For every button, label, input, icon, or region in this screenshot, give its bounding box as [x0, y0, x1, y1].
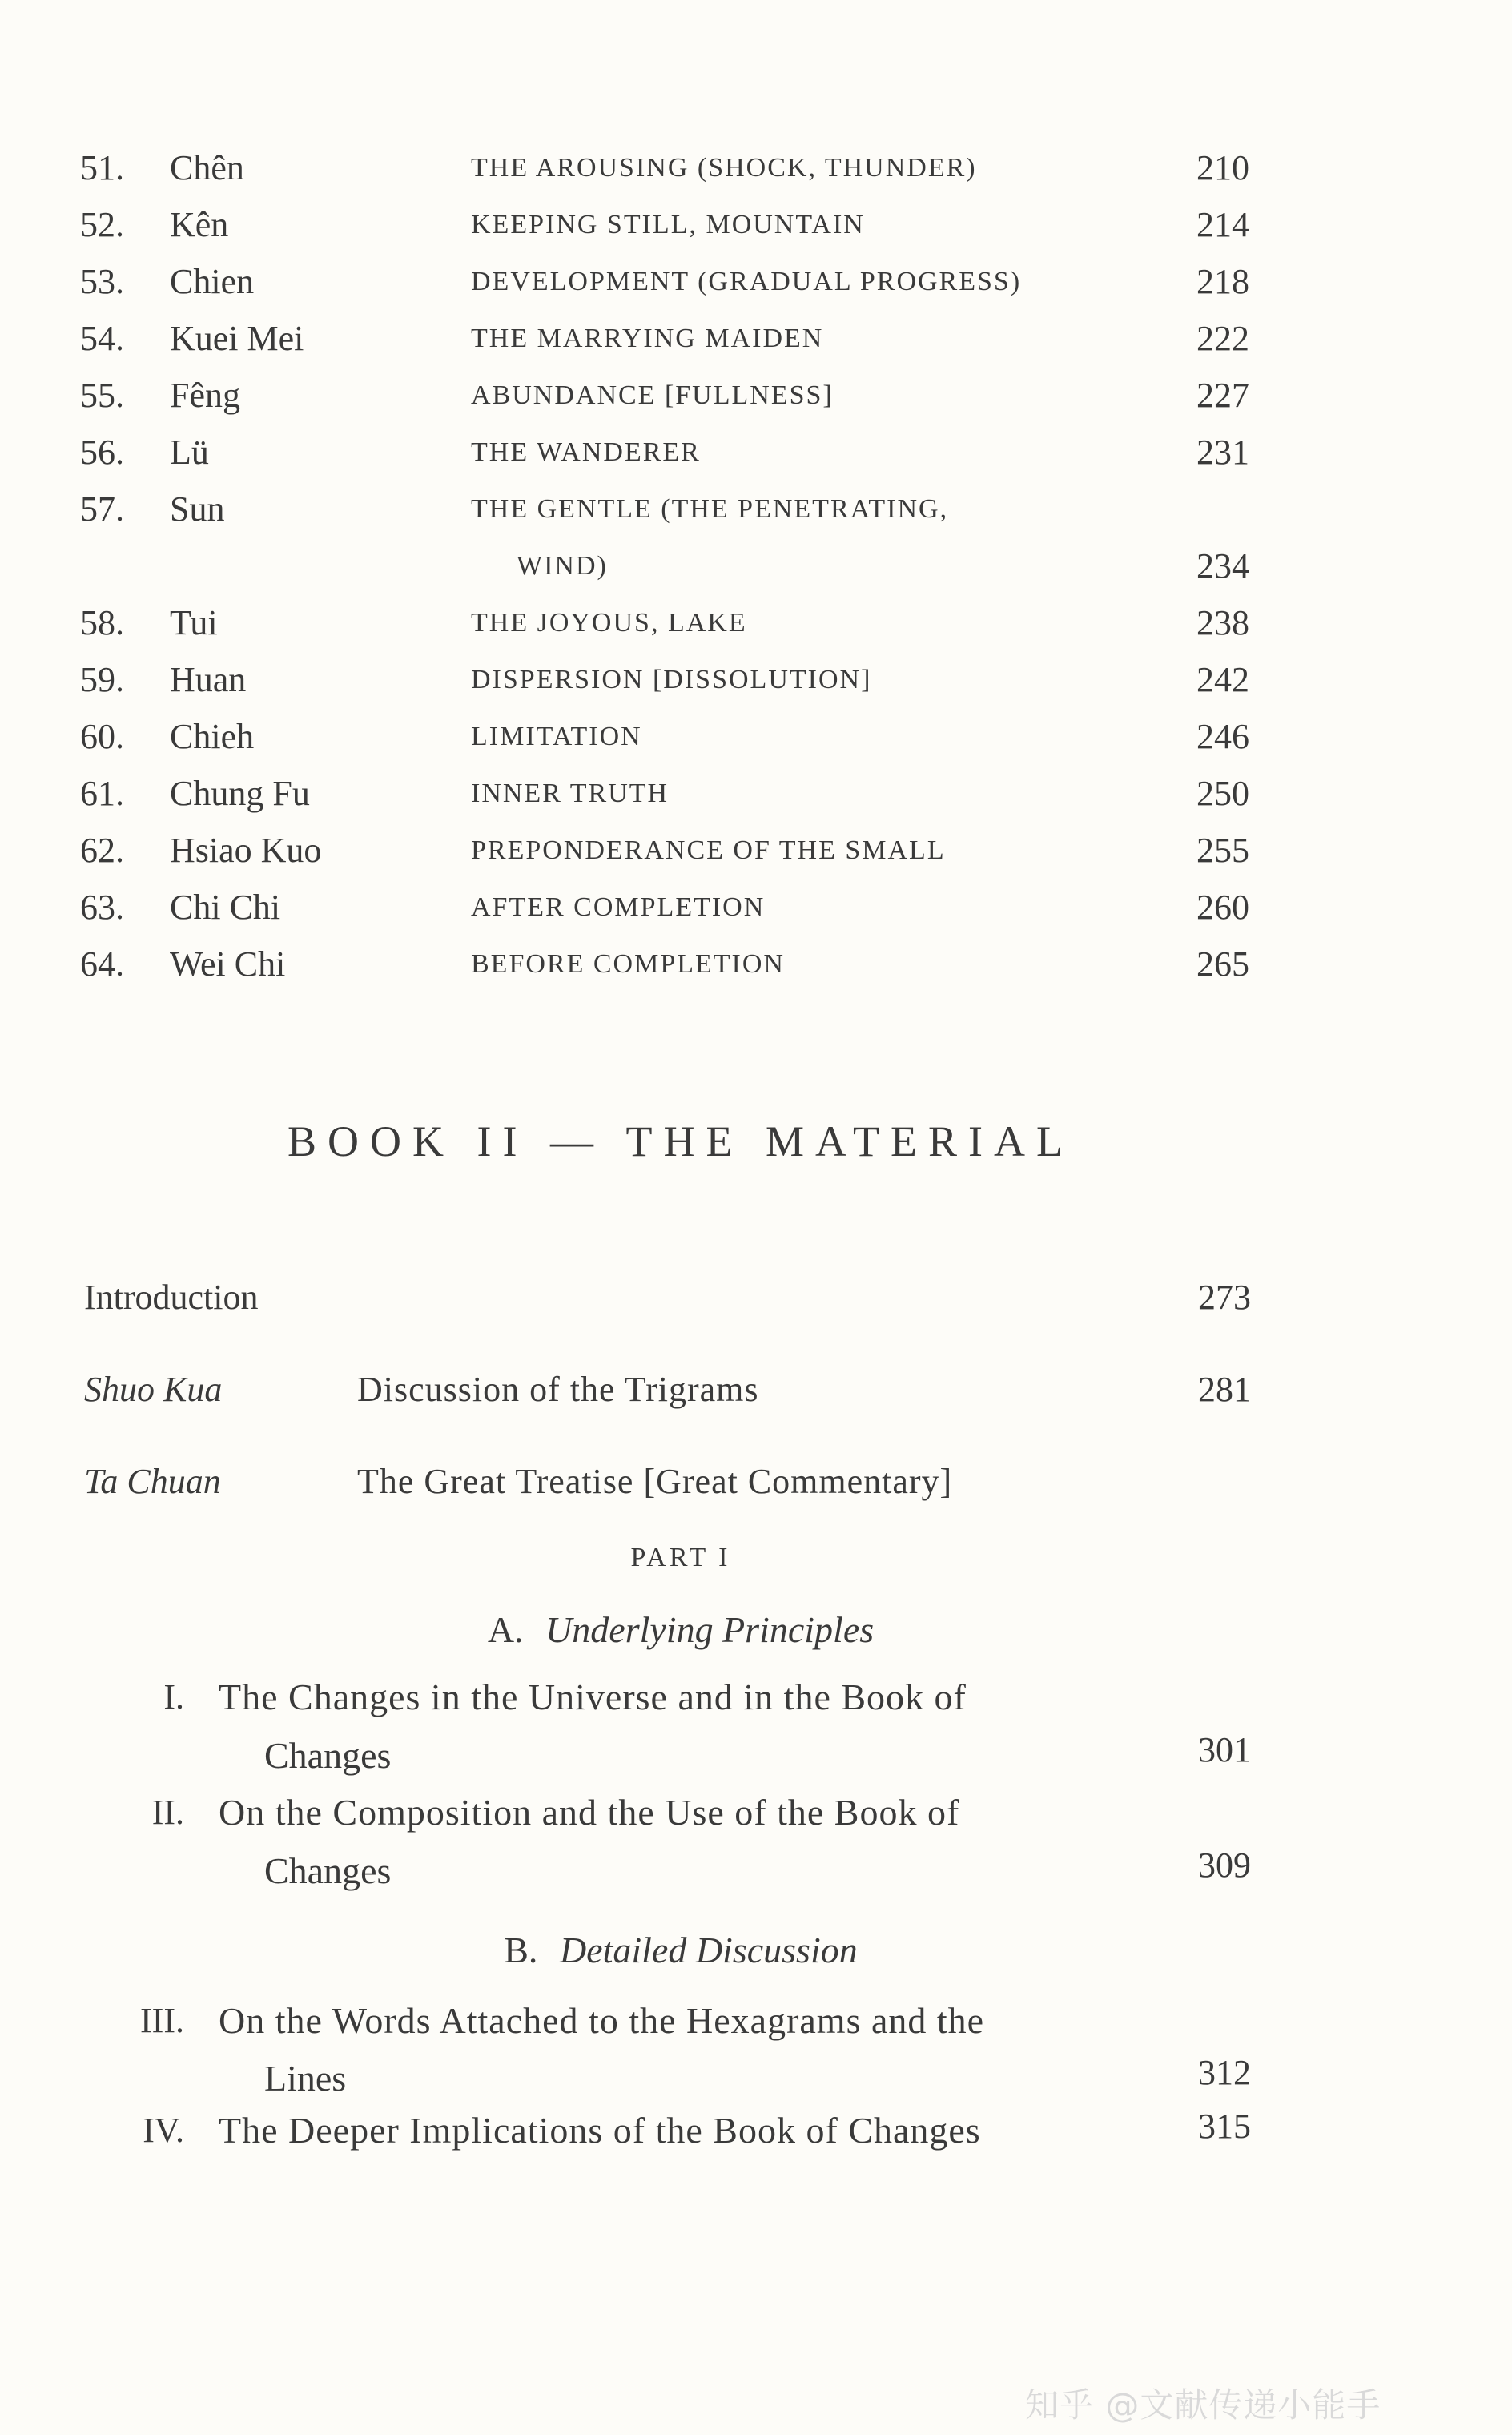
watermark: 知乎 @文献传递小能手 — [1025, 2385, 1381, 2425]
hexagram-row — [0, 368, 1512, 424]
hexagram-name: Tui — [170, 603, 218, 642]
hexagram-title-continued: WIND) — [517, 551, 608, 581]
ta-chuan-label: Ta Chuan — [84, 1462, 221, 1501]
hexagram-row — [0, 709, 1512, 765]
hexagram-number: 63. — [80, 887, 124, 927]
hexagram-page: 238 — [1196, 603, 1249, 642]
hexagram-title: INNER TRUTH — [471, 779, 670, 808]
entry-number: I. — [163, 1677, 184, 1717]
entry-line: The Changes in the Universe and in the Book of — [219, 1676, 967, 1717]
entry-page: 309 — [1198, 1845, 1251, 1885]
entry-line-continued: Changes — [264, 1735, 392, 1776]
hexagram-page: 246 — [1196, 717, 1249, 756]
hexagram-title: THE MARRYING MAIDEN — [471, 324, 824, 353]
hexagram-row — [0, 254, 1512, 310]
hexagram-page: 222 — [1196, 319, 1249, 358]
section-b-title: Detailed Discussion — [559, 1930, 858, 1970]
hexagram-title: THE GENTLE (THE PENETRATING, — [471, 494, 949, 524]
hexagram-title: THE AROUSING (SHOCK, THUNDER) — [471, 153, 977, 183]
hexagram-number: 56. — [80, 433, 124, 472]
hexagram-name: Sun — [170, 489, 225, 529]
hexagram-name: Wei Chi — [170, 944, 286, 984]
hexagram-row — [0, 197, 1512, 253]
hexagram-name: Chi Chi — [170, 887, 281, 927]
entry-number: IV. — [143, 2111, 184, 2150]
hexagram-title: LIMITATION — [471, 722, 642, 751]
hexagram-row — [0, 425, 1512, 481]
entry-line: On the Words Attached to the Hexagrams and the — [219, 2000, 985, 2041]
entry-number: III. — [140, 2001, 184, 2040]
hexagram-name: Chieh — [170, 717, 255, 756]
book-heading: BOOK II — THE MATERIAL — [288, 1117, 1074, 1165]
hexagram-title: PREPONDERANCE OF THE SMALL — [471, 835, 946, 865]
hexagram-number: 54. — [80, 319, 124, 358]
entry-line-continued: Lines — [264, 2058, 347, 2099]
hexagram-title: THE WANDERER — [471, 437, 701, 467]
shuo-kua-page: 281 — [1198, 1370, 1251, 1409]
section-a-title: Underlying Principles — [545, 1609, 875, 1650]
hexagram-row — [0, 481, 1512, 537]
hexagram-row-continued — [0, 538, 1512, 594]
hexagram-page: 231 — [1196, 433, 1249, 472]
hexagram-name: Fêng — [170, 376, 240, 415]
hexagram-row — [0, 140, 1512, 196]
hexagram-title: KEEPING STILL, MOUNTAIN — [471, 210, 865, 239]
hexagram-page: 242 — [1196, 660, 1249, 699]
hexagram-row — [0, 879, 1512, 936]
hexagram-row — [0, 936, 1512, 992]
hexagram-page: 214 — [1196, 205, 1249, 244]
hexagram-row — [0, 311, 1512, 367]
hexagram-title: ABUNDANCE [FULLNESS] — [471, 380, 834, 410]
hexagram-number: 57. — [80, 489, 124, 529]
hexagram-number: 53. — [80, 262, 124, 301]
hexagram-name: Chên — [170, 148, 244, 187]
hexagram-number: 58. — [80, 603, 124, 642]
part-heading: PART I — [630, 1543, 731, 1572]
section-b-letter: B. — [504, 1930, 538, 1970]
hexagram-name: Lü — [170, 433, 209, 472]
hexagram-number: 52. — [80, 205, 124, 244]
ta-chuan-title: The Great Treatise [Great Commentary] — [357, 1462, 953, 1501]
hexagram-page: 250 — [1196, 774, 1249, 813]
hexagram-page: 265 — [1196, 944, 1249, 984]
hexagram-row — [0, 766, 1512, 822]
hexagram-name: Huan — [170, 660, 247, 699]
introduction-label: Introduction — [84, 1278, 259, 1317]
hexagram-row — [0, 652, 1512, 708]
hexagram-title: THE JOYOUS, LAKE — [471, 608, 747, 638]
hexagram-title: DISPERSION [DISSOLUTION] — [471, 665, 872, 694]
introduction-page: 273 — [1198, 1278, 1251, 1317]
hexagram-name: Kên — [170, 205, 229, 244]
hexagram-title: BEFORE COMPLETION — [471, 949, 785, 979]
hexagram-number: 60. — [80, 717, 124, 756]
section-b-heading — [0, 1922, 1361, 1978]
entry-line: The Deeper Implications of the Book of Changes — [219, 2110, 981, 2151]
hexagram-title: DEVELOPMENT (GRADUAL PROGRESS) — [471, 267, 1022, 296]
entry-page: 301 — [1198, 1730, 1251, 1769]
hexagram-page: 218 — [1196, 262, 1249, 301]
shuo-kua-label: Shuo Kua — [84, 1370, 223, 1409]
hexagram-number: 61. — [80, 774, 124, 813]
hexagram-number: 59. — [80, 660, 124, 699]
section-a-letter: A. — [487, 1609, 524, 1650]
shuo-kua-title: Discussion of the Trigrams — [357, 1370, 759, 1409]
hexagram-page: 210 — [1196, 148, 1249, 187]
hexagram-number: 62. — [80, 831, 124, 870]
hexagram-name: Chung Fu — [170, 774, 310, 813]
entry-number: II. — [151, 1793, 184, 1832]
entry-page: 315 — [1198, 2107, 1251, 2146]
hexagram-page: 255 — [1196, 831, 1249, 870]
hexagram-row — [0, 595, 1512, 651]
hexagram-name: Kuei Mei — [170, 319, 304, 358]
hexagram-name: Chien — [170, 262, 255, 301]
section-a-heading — [0, 1602, 1361, 1658]
hexagram-number: 51. — [80, 148, 124, 187]
hexagram-page: 227 — [1196, 376, 1249, 415]
hexagram-page: 234 — [1196, 546, 1249, 586]
entry-page: 312 — [1198, 2053, 1251, 2092]
hexagram-name: Hsiao Kuo — [170, 831, 322, 870]
hexagram-title: AFTER COMPLETION — [471, 892, 766, 922]
hexagram-page: 260 — [1196, 887, 1249, 927]
entry-line: On the Composition and the Use of the Book of — [219, 1792, 960, 1833]
entry-line-continued: Changes — [264, 1850, 392, 1891]
hexagram-number: 64. — [80, 944, 124, 984]
hexagram-row — [0, 823, 1512, 879]
hexagram-number: 55. — [80, 376, 124, 415]
